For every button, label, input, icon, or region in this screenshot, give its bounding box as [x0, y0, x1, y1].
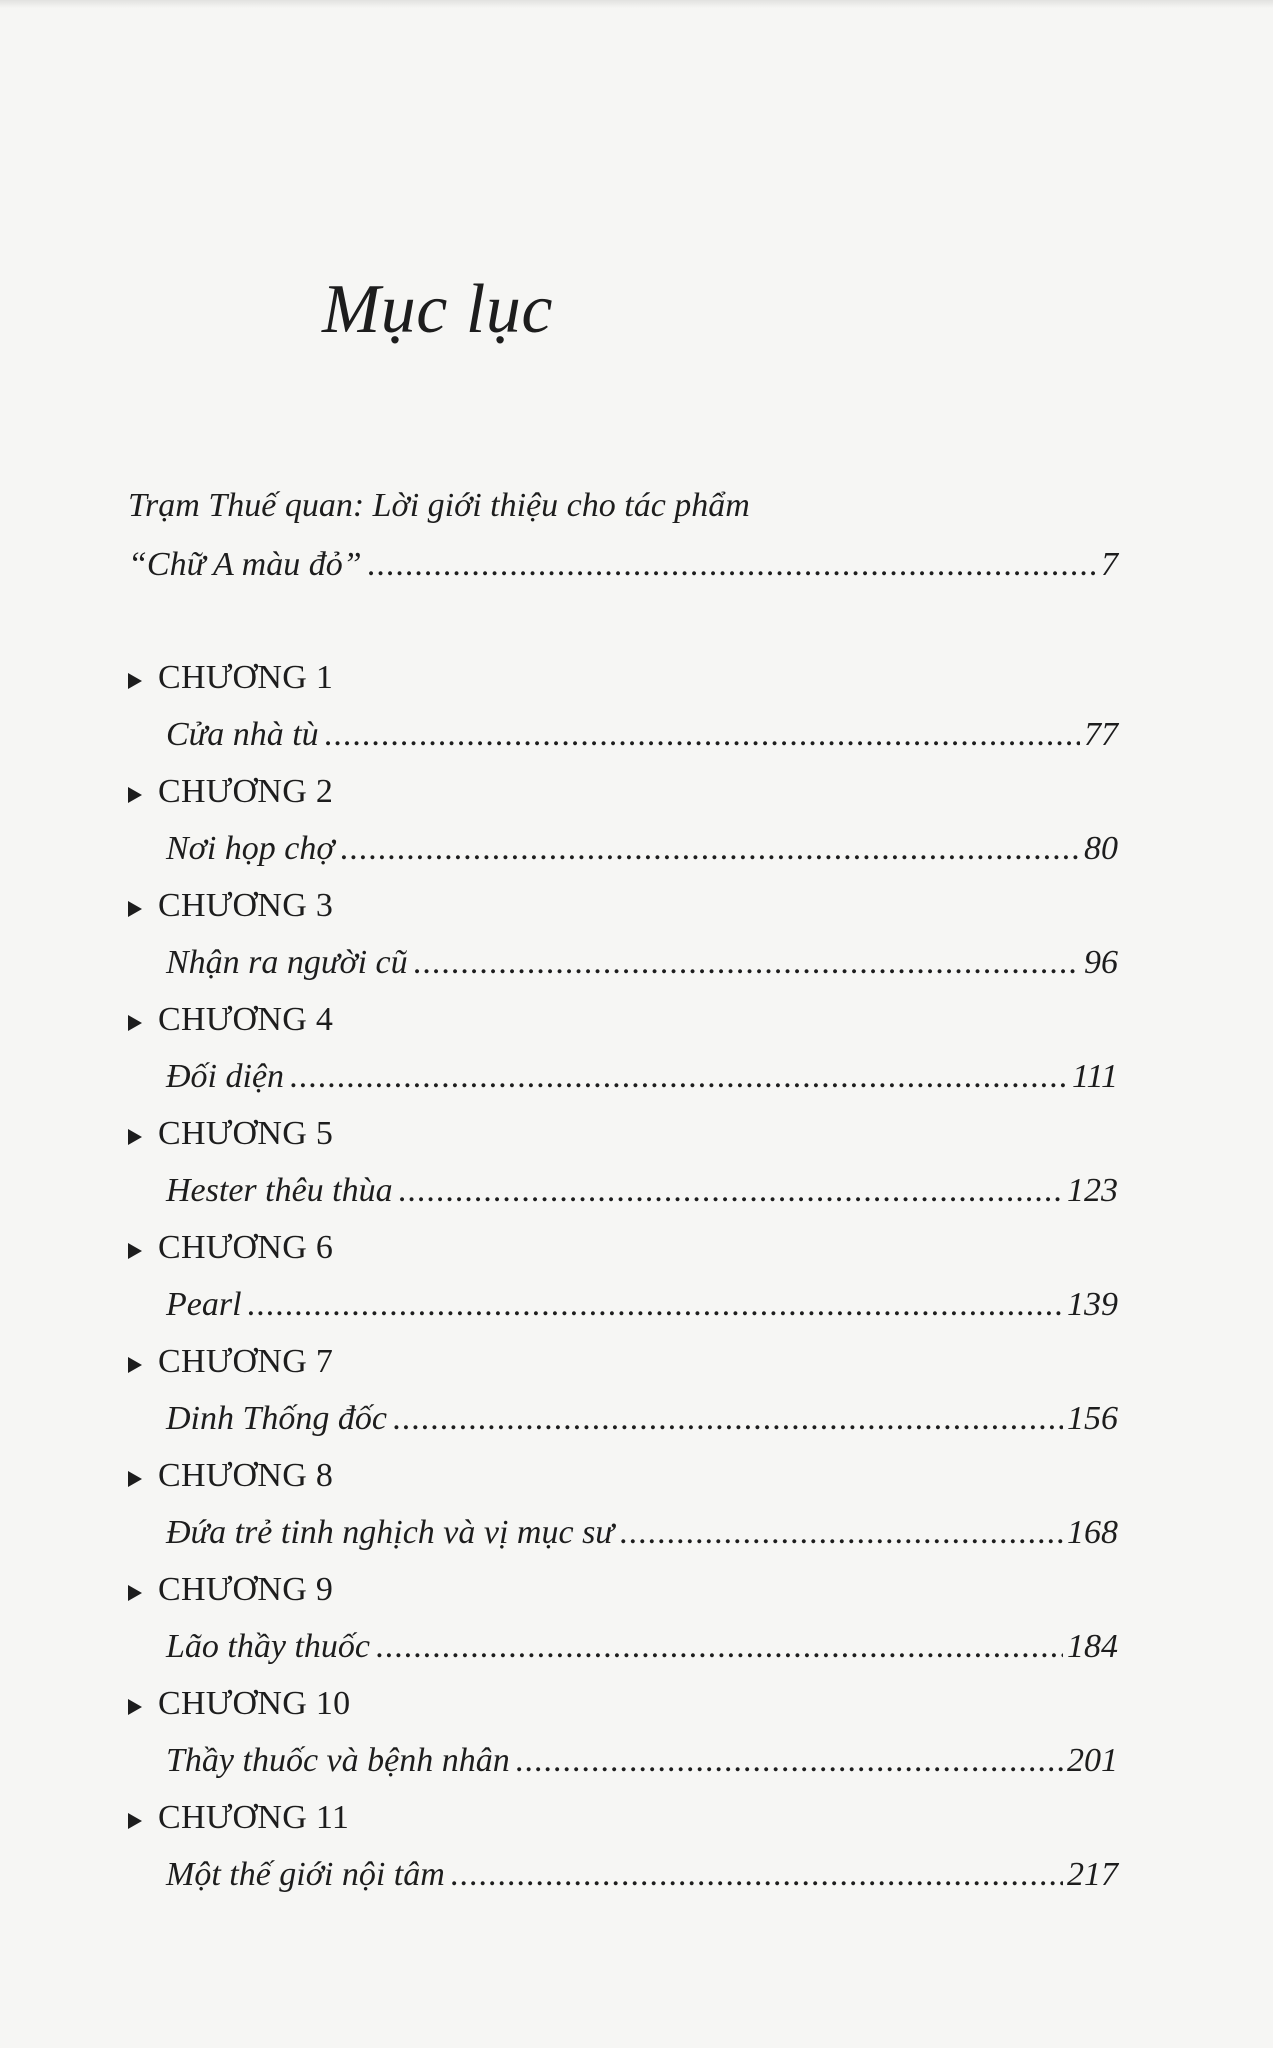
chapter-entry: [128, 764, 1118, 878]
chapter-label: CHƯƠNG 2: [158, 773, 334, 810]
chapter-title: Lão thầy thuốc: [166, 1628, 370, 1665]
intro-page-number: 7: [1101, 546, 1118, 583]
chapter-entry: [128, 1220, 1118, 1334]
chapter-title: Cửa nhà tù: [166, 716, 319, 753]
dot-leader: [451, 1846, 1063, 1904]
dot-leader: [620, 1504, 1063, 1562]
triangle-bullet-icon: [128, 1129, 142, 1145]
chapter-entry: [128, 650, 1118, 764]
triangle-bullet-icon: [128, 1699, 142, 1715]
dot-leader: [248, 1276, 1063, 1334]
chapter-entry: [128, 992, 1118, 1106]
triangle-bullet-icon: [128, 787, 142, 803]
chapter-page-number: 184: [1067, 1628, 1118, 1665]
chapter-label: CHƯƠNG 9: [158, 1571, 334, 1608]
page-edge-shadow: [0, 0, 1273, 8]
chapter-label: CHƯƠNG 4: [158, 1001, 334, 1038]
chapter-label: CHƯƠNG 1: [158, 659, 334, 696]
triangle-bullet-icon: [128, 1357, 142, 1373]
chapter-page-number: 77: [1084, 716, 1118, 753]
chapter-page-number: 201: [1067, 1742, 1118, 1779]
dot-leader: [341, 820, 1080, 878]
chapter-entry: [128, 1448, 1118, 1562]
chapter-entry: [128, 1676, 1118, 1790]
triangle-bullet-icon: [128, 1243, 142, 1259]
triangle-bullet-icon: [128, 673, 142, 689]
chapter-title: Đối diện: [166, 1058, 285, 1095]
intro-title-line2-row: [128, 536, 1118, 594]
chapter-entry: [128, 1106, 1118, 1220]
chapter-list: [128, 650, 1118, 1904]
chapter-title: Nhận ra người cũ: [166, 944, 408, 981]
chapter-label: CHƯƠNG 10: [158, 1685, 351, 1722]
chapter-label: CHƯƠNG 5: [158, 1115, 334, 1152]
dot-leader: [290, 1048, 1068, 1106]
chapter-title: Đứa trẻ tinh nghịch và vị mục sư: [166, 1514, 614, 1551]
dot-leader: [368, 536, 1097, 594]
chapter-page-number: 156: [1067, 1400, 1118, 1437]
chapter-label: CHƯƠNG 8: [158, 1457, 334, 1494]
chapter-entry: [128, 878, 1118, 992]
triangle-bullet-icon: [128, 901, 142, 917]
chapter-title: Pearl: [166, 1286, 242, 1323]
chapter-label: CHƯƠNG 7: [158, 1343, 334, 1380]
chapter-page-number: 111: [1072, 1058, 1118, 1095]
chapter-page-number: 168: [1067, 1514, 1118, 1551]
triangle-bullet-icon: [128, 1585, 142, 1601]
dot-leader: [414, 934, 1080, 992]
chapter-title: Thầy thuốc và bệnh nhân: [166, 1742, 510, 1779]
chapter-entry: [128, 1334, 1118, 1448]
chapter-title: Hester thêu thùa: [166, 1172, 393, 1209]
dot-leader: [516, 1732, 1063, 1790]
chapter-label: CHƯƠNG 11: [158, 1799, 350, 1836]
chapter-page-number: 217: [1067, 1856, 1118, 1893]
dot-leader: [376, 1618, 1063, 1676]
intro-title-line2: “Chữ A màu đỏ”: [128, 546, 362, 583]
intro-title-line1: Trạm Thuế quan: Lời giới thiệu cho tác phẩm: [128, 487, 750, 524]
chapter-label: CHƯƠNG 3: [158, 887, 334, 924]
intro-entry: [128, 476, 1118, 594]
triangle-bullet-icon: [128, 1471, 142, 1487]
chapter-page-number: 139: [1067, 1286, 1118, 1323]
chapter-entry: [128, 1562, 1118, 1676]
dot-leader: [399, 1162, 1063, 1220]
chapter-page-number: 80: [1084, 830, 1118, 867]
triangle-bullet-icon: [128, 1015, 142, 1031]
chapter-entry: [128, 1790, 1118, 1904]
chapter-label: CHƯƠNG 6: [158, 1229, 334, 1266]
dot-leader: [393, 1390, 1063, 1448]
dot-leader: [325, 706, 1080, 764]
chapter-page-number: 96: [1084, 944, 1118, 981]
chapter-title: Dinh Thống đốc: [166, 1400, 387, 1437]
triangle-bullet-icon: [128, 1813, 142, 1829]
chapter-page-number: 123: [1067, 1172, 1118, 1209]
chapter-title: Nơi họp chợ: [166, 830, 335, 867]
chapter-title: Một thế giới nội tâm: [166, 1856, 445, 1893]
page-title: Mục lục: [322, 271, 553, 348]
